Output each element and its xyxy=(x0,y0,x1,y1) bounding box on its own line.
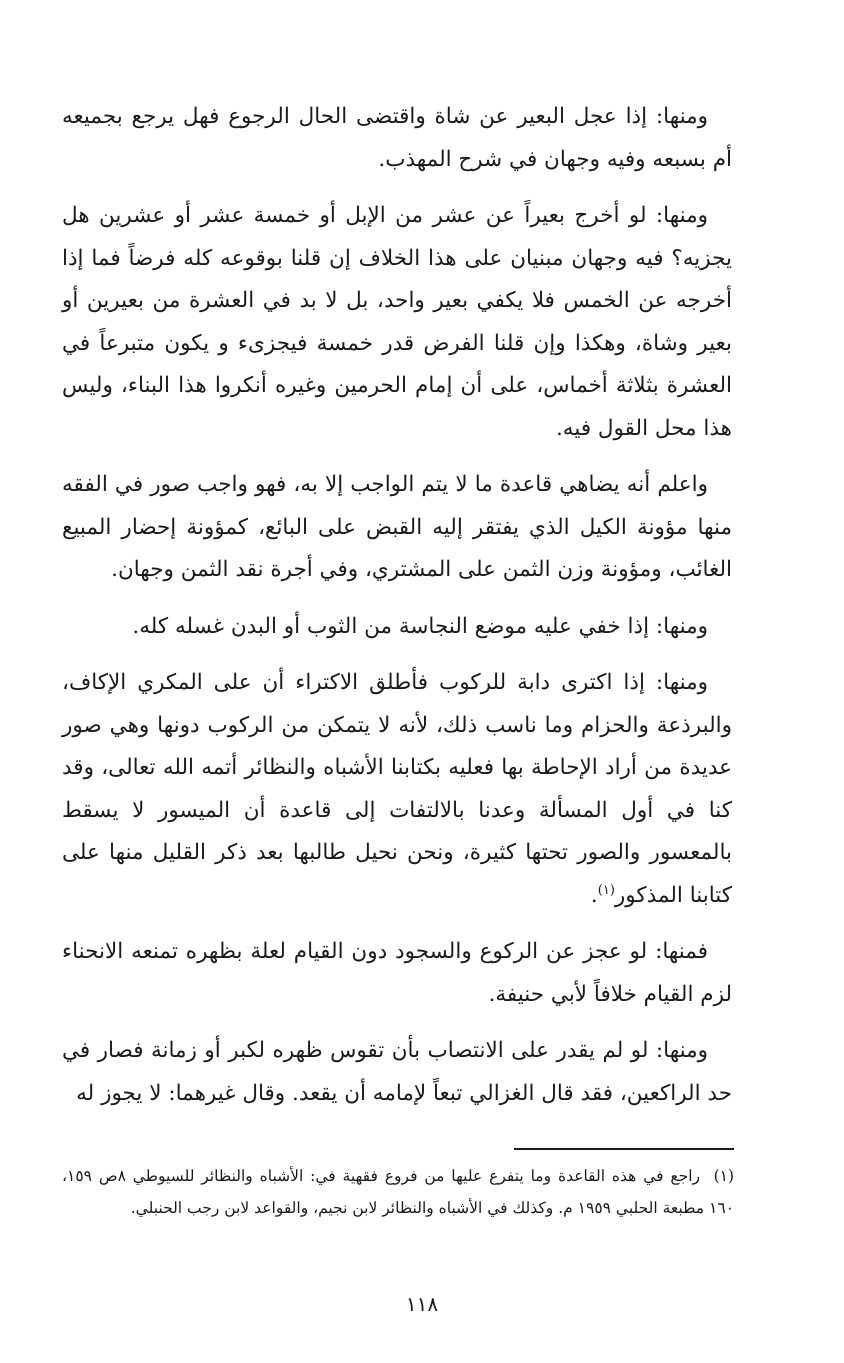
paragraph-5-period: . xyxy=(590,882,598,908)
paragraph-2: ومنها: لو أخرج بعيراً عن عشر من الإبل أو خمسة عشر أو عشرين هل يجزيه؟ فيه وجهان مبنيان على هذا الخلاف إن قلنا بوقوعه كله فرضاً فما إذا أخرجه عن الخمس فلا يكفي بعير واحد، بل لا بد في العشرة من بعيرين أو بعير وشاة، وهكذا وإن قلنا الفرض قدر خمسة فيجزىء و يكون متبرعاً في العشرة بثلاثة أخماس، على أن إمام الحرمين وغيره أنكروا هذا البناء، وليس هذا محل القول فيه. xyxy=(62,203,732,441)
page-number: ١١٨ xyxy=(405,1292,439,1316)
footnote-number: (١) xyxy=(713,1167,735,1185)
paragraph-3: واعلم أنه يضاهي قاعدة ما لا يتم الواجب إلا به، فهو واجب صور في الفقه منها مؤونة الكيل الذي يفتقر إليه القبض على البائع، كمؤونة إحضار المبيع الغائب، ومؤونة وزن الثمن على المشتري، وفي أجرة نقد الثمن وجهان. xyxy=(62,472,732,582)
paragraph-6: فمنها: لو عجز عن الركوع والسجود دون القيام لعلة بظهره تمنعه الانحناء لزم القيام خلافاً لأبي حنيفة. xyxy=(62,939,732,1007)
paragraph-4: ومنها: إذا خفي عليه موضع النجاسة من الثوب أو البدن غسله كله. xyxy=(132,613,708,639)
footnote-text: راجع في هذه القاعدة وما يتفرع عليها من فروع فقهية في: الأشباه والنظائر للسيوطي ٨ص ١٥٩، ١٦٠ مطبعة الحلبي ١٩٥٩ م. وكذلك في الأشباه والنظائر لابن نجيم، والقواعد لابن رجب الحنبلي. xyxy=(62,1167,734,1217)
main-text xyxy=(62,96,732,1129)
footnote-reference[interactable]: (١) xyxy=(597,882,615,898)
paragraph-1: ومنها: إذا عجل البعير عن شاة واقتضى الحال الرجوع فهل يرجع بجميعه أم بسبعه وفيه وجهان في شرح المهذب. xyxy=(62,104,732,172)
footnote xyxy=(62,1160,734,1224)
footnote-divider xyxy=(514,1148,734,1150)
paragraph-5-text: ومنها: إذا اكترى دابة للركوب فأطلق الاكتراء أن على المكري الإكاف، والبرذعة والحزام وما ناسب ذلك، لأنه لا يتمكن من الركوب دونها وهي صور عديدة من أراد الإحاطة بها فعليه بكتابنا الأشباه والنظائر أتمه الله تعالى، وقد كنا في أول المسألة وعدنا بالالتفات إلى قاعدة أن الميسور لا يسقط بالمعسور والصور تحتها كثيرة، ونحن نحيل طالبها بعد ذكر القليل منها على كتابنا المذكور xyxy=(62,670,732,908)
paragraph-7: ومنها: لو لم يقدر على الانتصاب بأن تقوس ظهره لكبر أو زمانة فصار في حد الراكعين، فقد قال الغزالي تبعاً لإمامه أن يقعد. وقال غيرهما: لا يجوز له xyxy=(62,1038,732,1106)
paragraph-5 xyxy=(62,662,732,917)
